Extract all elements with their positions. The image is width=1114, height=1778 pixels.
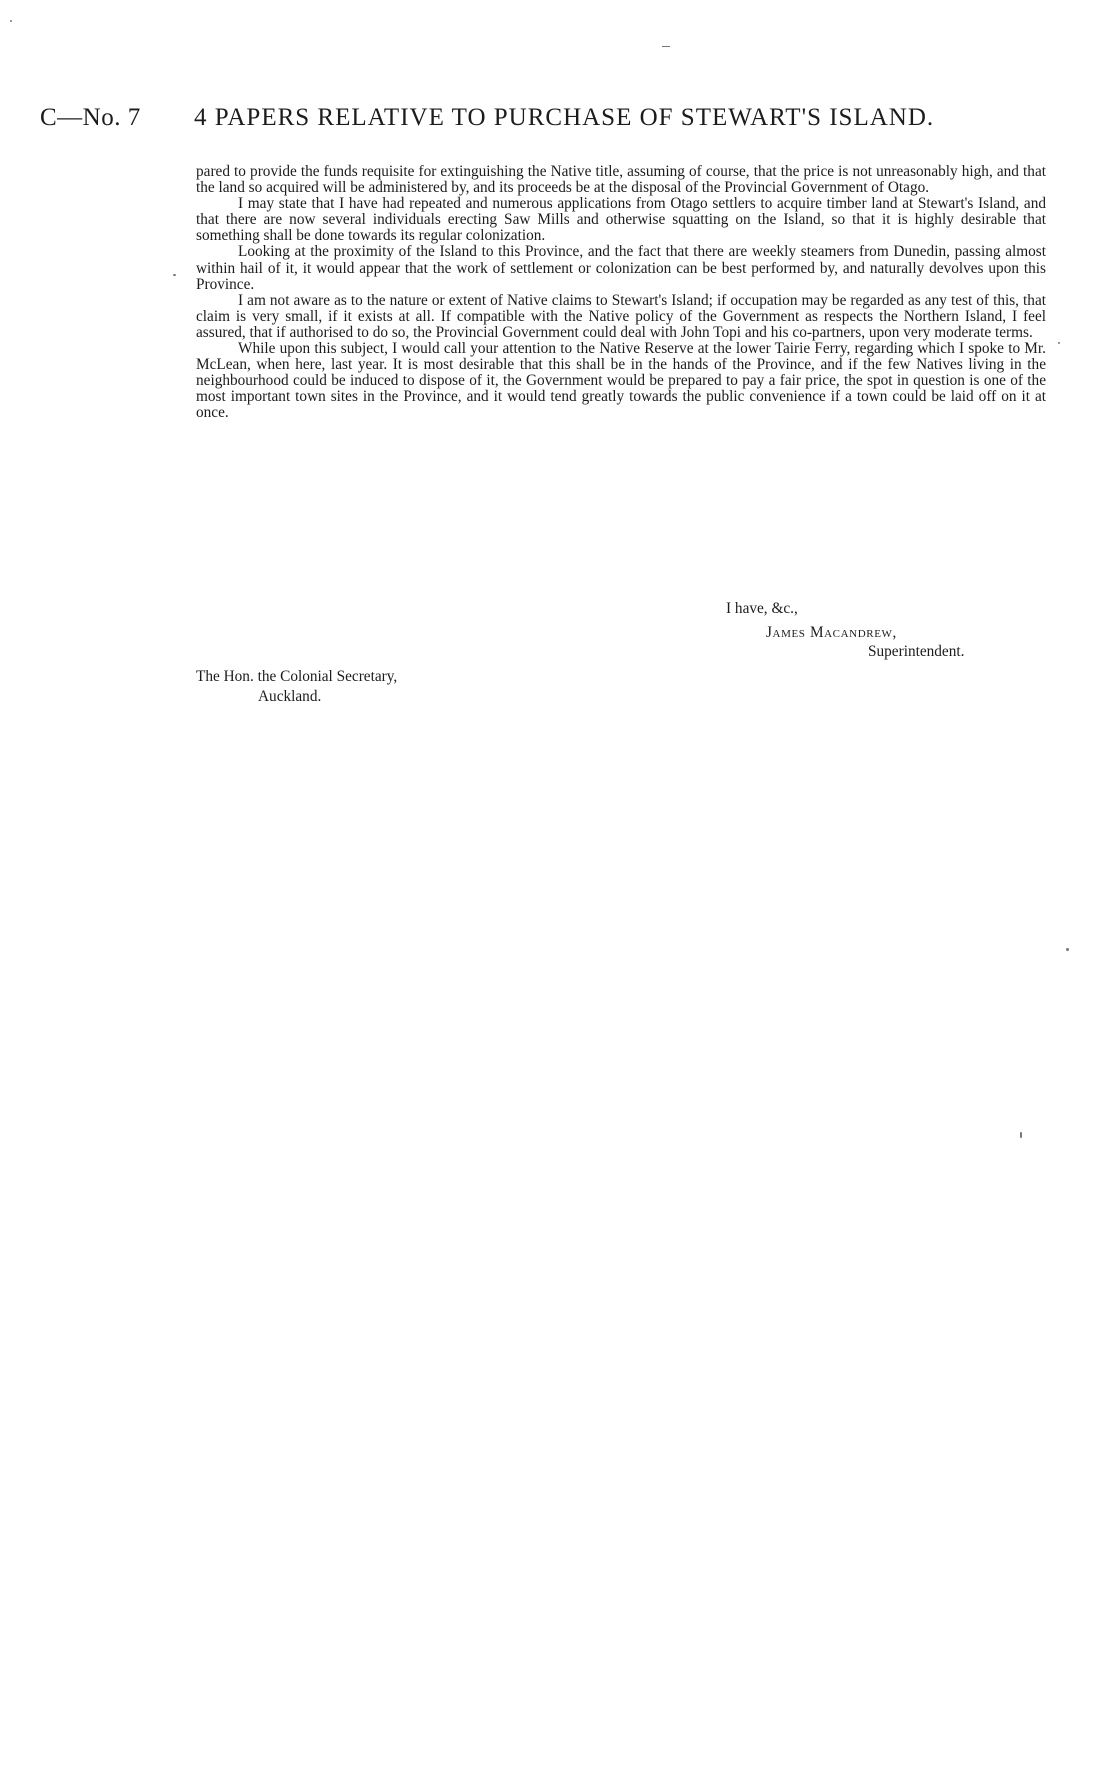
paragraph: Looking at the proximity of the Island to this Province, and the fact that there are weekly steamers from Dunedin, passing almost within hail of it, it would appear that the work of settlement or colonization can be best performed by, and naturally devolves upon this Province. bbox=[196, 243, 1046, 293]
scan-speck bbox=[1066, 948, 1069, 951]
scan-speck bbox=[173, 274, 176, 276]
scan-speck bbox=[1020, 1132, 1022, 1138]
addressee-location: Auckland. bbox=[258, 688, 322, 705]
scan-speck bbox=[10, 20, 12, 22]
closing-salutation: I have, &c., bbox=[726, 600, 798, 617]
scan-speck bbox=[1058, 342, 1060, 344]
paragraph: I may state that I have had repeated and numerous applications from Otago settlers to acquire timber land at Stewart's Island, and that there are now several individuals erecting Saw Mills and otherwise squatting on the Island, so that it is highly desirable that something shall be done towards its regular colonization. bbox=[196, 195, 1046, 245]
page-header bbox=[40, 104, 1044, 138]
letter-closing bbox=[196, 601, 1046, 671]
signer-office: Superintendent. bbox=[868, 643, 965, 660]
scan-speck bbox=[662, 46, 670, 47]
signer-name: James Macandrew, bbox=[766, 624, 897, 641]
running-title: 4 PAPERS RELATIVE TO PURCHASE OF STEWART'S ISLAND. bbox=[194, 104, 935, 131]
addressee-block bbox=[196, 667, 397, 707]
document-reference: C—No. 7 bbox=[40, 104, 141, 131]
paragraph: I am not aware as to the nature or extent of Native claims to Stewart's Island; if occupation may be regarded as any test of this, that claim is very small, if it exists at all. If compatible with the Native policy of the Government as respects the Northern Island, I feel assured, that if authorised to do so, the Provincial Government could deal with John Topi and his co-partners, upon very moderate terms. bbox=[196, 291, 1046, 341]
paragraph: While upon this subject, I would call your attention to the Native Reserve at the lower Tairie Ferry, regarding which I spoke to Mr. McLean, when here, last year. It is most desirable that this shall be in the hands of the Province, and if the few Natives living in the neighbourhood could be induced to dispose of it, the Government would be prepared to pay a fair price, the spot in question is one of the most important town sites in the Province, and it would tend greatly towards the public convenience if a town could be laid off on it at once. bbox=[196, 340, 1046, 422]
addressee-title: The Hon. the Colonial Secretary, bbox=[196, 668, 398, 685]
paragraph: pared to provide the funds requisite for extinguishing the Native title, assuming of course, that the price is not unreasonably high, and that the land so acquired will be administered by, and its proceeds be at the disposal of the Provincial Government of Otago. bbox=[196, 163, 1046, 197]
letter-body bbox=[196, 164, 1046, 422]
